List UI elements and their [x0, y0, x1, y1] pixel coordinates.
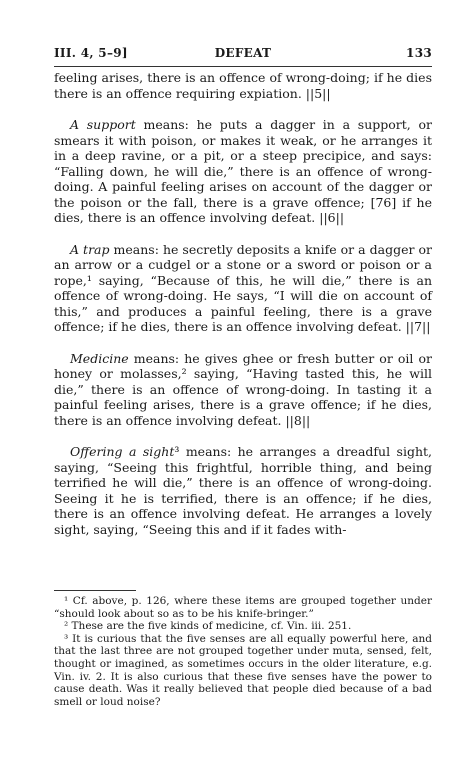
paragraph-offering-sight	[54, 444, 432, 537]
paragraph-lead-term: A support	[70, 117, 136, 132]
header-title: DEFEAT	[214, 46, 272, 60]
paragraph-text: feeling arises, there is an offence of wrong-doing; if he dies there is an offence requiring expiation. ||5||	[54, 70, 432, 101]
paragraph-trap	[54, 242, 432, 335]
paragraph-medicine	[54, 351, 432, 429]
page-number: 133	[406, 46, 432, 60]
footnote-3: ³ It is curious that the five senses are all equally powerful here, and that the last three are not grouped together under muta, sensed, felt, thought or imagined, as sometimes occurs in the older literature, e.g. Vin. iv. 2. It is also curious that these five senses have the power to cause death. Was it really believed that people died because of a bad smell or loud noise?	[54, 632, 432, 708]
paragraph-lead-term: Offering a sight	[70, 444, 175, 459]
paragraph-text: means: he secretly deposits a knife or a dagger or an arrow or a cudgel or a stone or a sword or poison or a rope,¹ saying, “Because of this, he will die,” there is an offence of wrong-doing. He says, “I will die on account of this,” and produces a painful feeling, there is a grave offence; if he dies, there is an offence involving defeat. ||7||	[54, 241, 433, 334]
paragraph-lead-term: A trap	[70, 241, 110, 257]
header-section-ref: III. 4, 5–9]	[54, 46, 128, 60]
paragraph-text: ³ means: he arranges a dreadful sight, saying, “Seeing this frightful, horrible thing, and being terrified he will die,” there is an offence of wrong-doing. Seeing it he is terrified, there is an offence; if he dies, there is an offence involving defeat. He arranges a lovely sight, saying, “Seeing this and if it fades with-	[54, 444, 432, 537]
paragraph-lead-term: Medicine	[70, 350, 129, 366]
footnote-rule	[54, 590, 136, 591]
body-text	[54, 70, 432, 553]
footnote-2: ² These are the five kinds of medicine, cf. Vin. iii. 251.	[64, 620, 352, 633]
paragraph-support	[54, 117, 432, 226]
paragraph-text: means: he gives ghee or fresh butter or oil or honey or molasses,² saying, “Having tasted this, he will die,” there is an offence of wrong-doing. In tasting it a painful feeling arises, there is a grave offence; if he dies, there is an offence involving defeat. ||8||	[54, 350, 432, 428]
footnotes	[54, 595, 432, 708]
footnote-1: ¹ Cf. above, p. 126, where these items are grouped together under “should look about so as to be his knife-bringer.”	[54, 595, 432, 620]
paragraph-text: means: he puts a dagger in a support, or smears it with poison, or makes it weak, or he arranges it in a deep ravine, or a pit, or a steep precipice, and says: “Falling down, he will die,” there is an offence of wrong-doing. A painful feeling arises on account of the dagger or the poison or the fall, there is a grave offence; [76] if he dies, there is an offence involving defeat. ||6||	[54, 117, 432, 225]
header-rule	[54, 66, 432, 67]
paragraph-continuation	[54, 70, 432, 101]
